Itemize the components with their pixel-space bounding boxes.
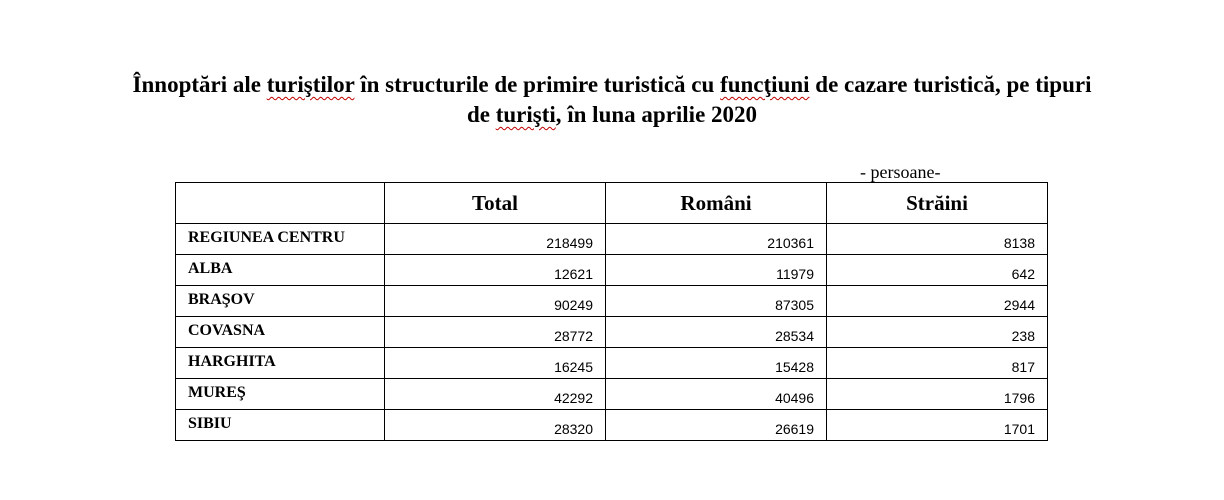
row-name: REGIUNEA CENTRU — [176, 224, 385, 255]
table-row — [176, 224, 1048, 255]
cell-romani: 28534 — [606, 317, 827, 348]
cell-straini: 1701 — [827, 410, 1048, 441]
cell-romani: 87305 — [606, 286, 827, 317]
title-text: în structurile de primire turistică cu — [354, 72, 721, 97]
cell-total: 28320 — [385, 410, 606, 441]
cell-total: 218499 — [385, 224, 606, 255]
column-header-total: Total — [385, 183, 606, 224]
row-name: SIBIU — [176, 410, 385, 441]
table-row — [176, 255, 1048, 286]
table-row — [176, 348, 1048, 379]
title-line-1 — [40, 70, 1184, 100]
column-header-straini: Străini — [827, 183, 1048, 224]
cell-romani: 26619 — [606, 410, 827, 441]
spellcheck-word: turiştilor — [266, 72, 355, 97]
cell-total: 42292 — [385, 379, 606, 410]
table-row — [176, 286, 1048, 317]
cell-total: 90249 — [385, 286, 606, 317]
row-name: MUREŞ — [176, 379, 385, 410]
row-name: ALBA — [176, 255, 385, 286]
cell-romani: 15428 — [606, 348, 827, 379]
cell-straini: 817 — [827, 348, 1048, 379]
spellcheck-word: turişti — [495, 102, 556, 127]
unit-label: - persoane- — [860, 162, 941, 182]
spellcheck-word: funcţiuni — [720, 72, 810, 97]
cell-romani: 210361 — [606, 224, 827, 255]
column-header-empty — [176, 183, 385, 224]
data-table — [175, 182, 1048, 441]
cell-total: 28772 — [385, 317, 606, 348]
cell-straini: 8138 — [827, 224, 1048, 255]
row-name: BRAŞOV — [176, 286, 385, 317]
column-header-romani: Români — [606, 183, 827, 224]
table-row — [176, 317, 1048, 348]
cell-romani: 11979 — [606, 255, 827, 286]
title-text: , în luna aprilie 2020 — [555, 102, 758, 127]
cell-total: 12621 — [385, 255, 606, 286]
row-name: COVASNA — [176, 317, 385, 348]
title-line-2 — [40, 100, 1184, 130]
cell-straini: 238 — [827, 317, 1048, 348]
title-text: de — [466, 102, 496, 127]
cell-straini: 2944 — [827, 286, 1048, 317]
title-text: Înnoptări ale — [132, 72, 267, 97]
table-header-row — [176, 183, 1048, 224]
cell-romani: 40496 — [606, 379, 827, 410]
cell-total: 16245 — [385, 348, 606, 379]
page-title — [40, 70, 1184, 130]
cell-straini: 1796 — [827, 379, 1048, 410]
title-text: de cazare turistică, pe tipuri — [809, 72, 1092, 97]
table-row — [176, 410, 1048, 441]
row-name: HARGHITA — [176, 348, 385, 379]
table-row — [176, 379, 1048, 410]
cell-straini: 642 — [827, 255, 1048, 286]
